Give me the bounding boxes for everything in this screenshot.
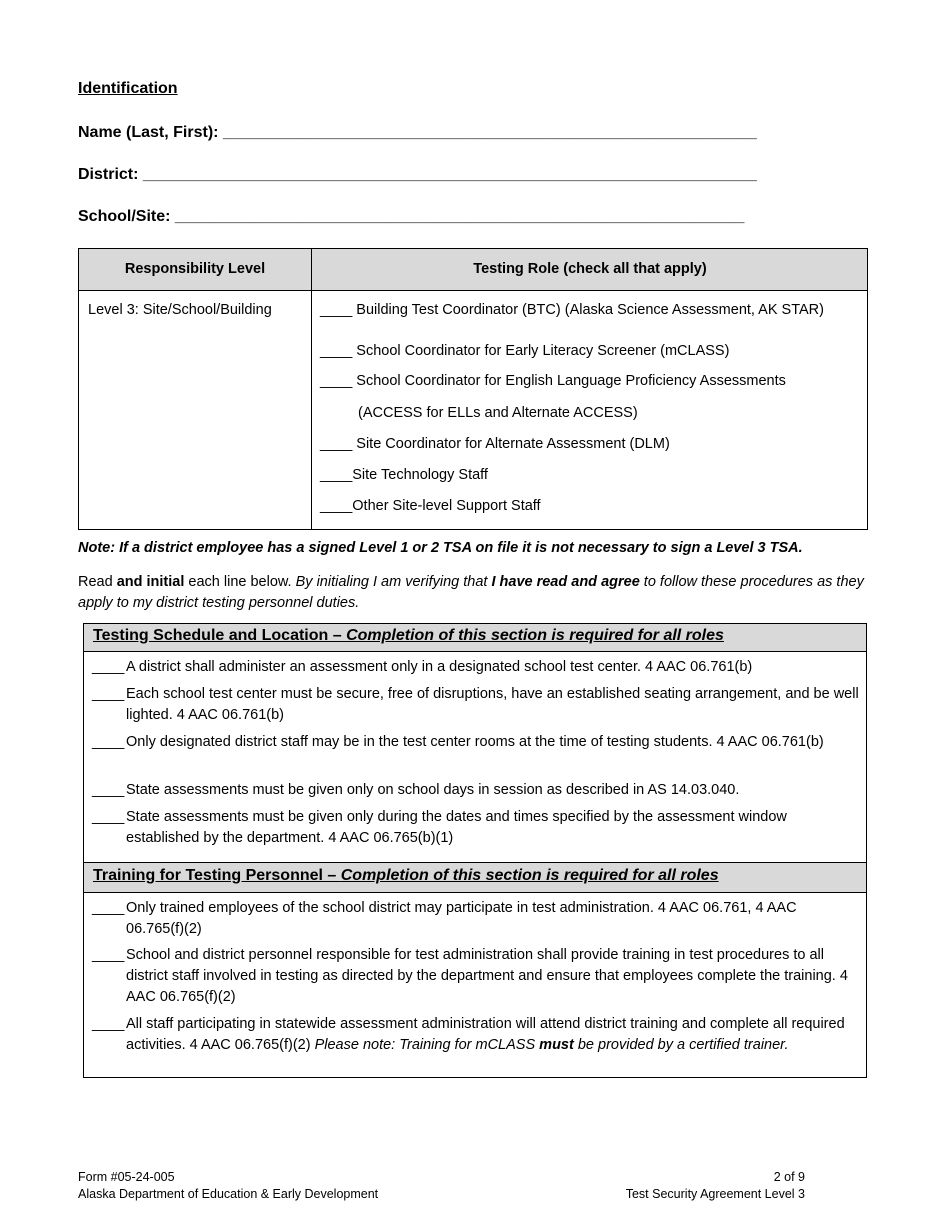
name-label: Name (Last, First): [78,124,219,141]
footer-form-number: Form #05-24-005 [78,1170,175,1184]
intro-part-2: and initial [116,574,185,590]
item-text: State assessments must be given only during the dates and times specified by the assessment window established by the department. 4 AAC 06.765(b)(1) [126,809,787,846]
initial-blank[interactable]: ____ [92,734,125,750]
role-table [78,248,868,530]
initial-line[interactable] [92,898,862,940]
initial-line[interactable] [92,807,862,849]
initial-line[interactable] [92,684,862,726]
intro-part-5: I have read and agree [491,574,640,590]
school-field[interactable] [78,208,744,226]
name-field[interactable] [78,124,757,142]
initial-line[interactable] [92,780,862,801]
district-field[interactable] [78,166,757,184]
initial-blank[interactable]: ____ [92,809,125,825]
district-line[interactable]: _____________________________________________________________________ [142,166,757,183]
role-elp-continued: (ACCESS for ELLs and Alternate ACCESS) [358,405,638,421]
initial-line[interactable] [92,732,862,753]
initial-blank[interactable]: ____ [92,1016,125,1032]
role-dlm[interactable]: ____ Site Coordinator for Alternate Assessment (DLM) [320,436,670,452]
item-text: A district shall administer an assessment only in a designated school test center. 4 AAC 06.761(b) [126,659,753,675]
note-text: Note: If a district employee has a signed Level 1 or 2 TSA on file it is not necessary to sign a Level 3 TSA. [78,540,803,556]
header-responsibility-level: Responsibility Level [124,261,266,277]
role-elp[interactable]: ____ School Coordinator for English Language Proficiency Assessments [320,373,786,389]
footer-department: Alaska Department of Education & Early Development [78,1187,379,1201]
header-testing-role: Testing Role (check all that apply) [473,261,707,277]
initial-blank[interactable]: ____ [92,947,125,963]
initial-blank[interactable]: ____ [92,686,125,702]
column-divider [311,249,312,529]
item-text: School and district personnel responsible for test administration shall provide training in test procedures to all district staff involved in testing as directed by the department and ensure that employees complete the training. 4 AAC 06.765(f)(2) [126,947,848,1005]
role-btc[interactable]: ____ Building Test Coordinator (BTC) (Alaska Science Assessment, AK STAR) [320,302,824,318]
footer-document-title: Test Security Agreement Level 3 [625,1187,805,1201]
name-line[interactable]: ____________________________________________________________ [222,124,757,141]
initial-blank[interactable]: ____ [92,782,125,798]
section-header [84,624,866,652]
initial-blank[interactable]: ____ [92,659,125,675]
intro-paragraph [78,572,878,614]
role-other-staff[interactable]: ____Other Site-level Support Staff [320,498,541,514]
responsibility-level-value: Level 3: Site/School/Building [88,302,272,318]
section-header [84,863,866,893]
intro-part-3: each line below. [184,574,296,590]
initial-blank[interactable]: ____ [92,900,125,916]
role-tech-staff[interactable]: ____Site Technology Staff [320,467,488,483]
school-label: School/Site: [78,208,171,225]
intro-part-4: By initialing I am verifying that [295,574,492,590]
section-title: Training for Testing Personnel – Completion of this section is required for all roles [93,867,719,884]
initial-line[interactable] [92,1014,862,1056]
item-text: All staff participating in statewide assessment administration will attend district training and complete all required activities. 4 AAC 06.765(f)(2) Please note: Training for mCLASS must be provided by a certified trainer. [126,1016,845,1053]
section-title: Testing Schedule and Location – Completion of this section is required for all roles [93,627,724,644]
item-text: Only trained employees of the school district may participate in test administration. 4 AAC 06.761, 4 AAC 06.765(f)(2) [126,900,797,937]
footer-page-number: 2 of 9 [773,1170,805,1184]
intro-part-6: to follow these procedures as they apply to my district testing personnel duties. [78,574,864,611]
identification-heading: Identification [78,80,178,97]
initial-line[interactable] [92,657,862,678]
item-text: Only designated district staff may be in the test center rooms at the time of testing students. 4 AAC 06.761(b) [126,734,824,750]
school-line[interactable]: ________________________________________________________________ [174,208,745,225]
role-table-header [79,249,867,291]
item-text: State assessments must be given only on school days in session as described in AS 14.03.040. [126,782,740,798]
district-label: District: [78,166,139,183]
item-text: Each school test center must be secure, free of disruptions, have an established seating arrangement, and be well lighted. 4 AAC 06.761(b) [126,686,859,723]
initial-line[interactable] [92,945,862,1008]
role-early-literacy[interactable]: ____ School Coordinator for Early Literacy Screener (mCLASS) [320,343,730,359]
intro-part-1: Read [78,574,117,590]
